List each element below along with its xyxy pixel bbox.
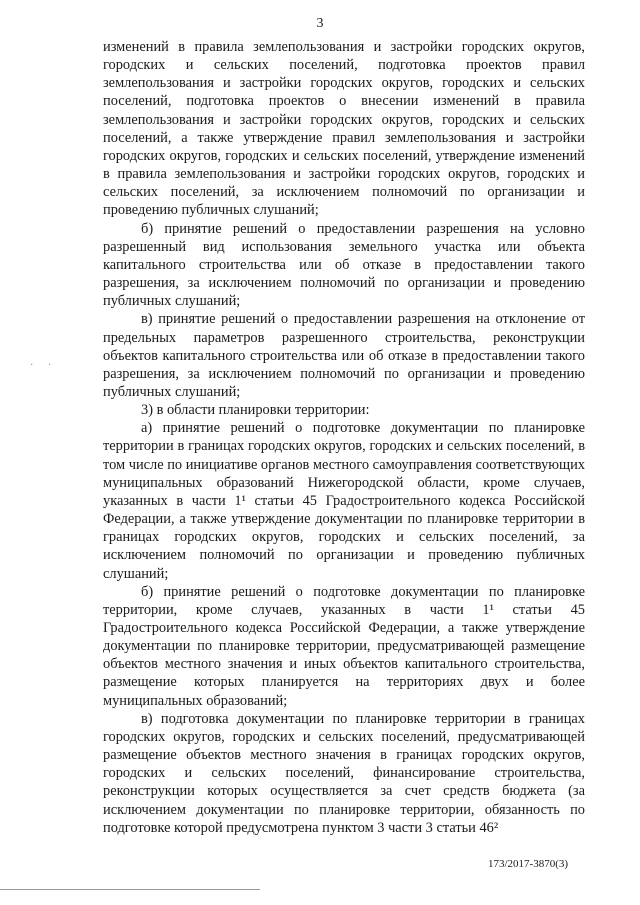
- page-number: 3: [316, 16, 324, 31]
- paragraph: в) подготовка документации по планировке территории в границах городских округов, городских и сельских поселений, предусматривающей размещение объектов местного значения в границах городских округов, городских и сельских поселений, финансирование строительства, реконструкции которых осуществляется за счет средств бюджета (за исключением документации по планировке территории, обязанность по подготовке которой предусмотрена пунктом 3 части 3 статьи 46²: [103, 710, 585, 836]
- document-code: 173/2017-3870(3): [488, 858, 569, 870]
- paragraph: б) принятие решений о предоставлении разрешения на условно разрешенный вид использования земельного участка или объекта капитального строительства или об отказе в предоставлении такого разрешения, за исключением полномочий по организации и проведению публичных слушаний;: [103, 220, 585, 310]
- scan-artifact: · ·: [30, 360, 58, 371]
- scan-edge-divider: [0, 889, 260, 904]
- paragraph: 3) в области планировки территории:: [141, 402, 370, 419]
- paragraph: а) принятие решений о подготовке документации по планировке территории в границах городских округов, городских и сельских поселений, в том числе по инициативе органов местного самоуправления соответствующих муниципальных образований Нижегородской области, кроме случаев, указанных в части 1¹ статьи 45 Градостроительного кодекса Российской Федерации, а также утверждение документации по планировке территории в границах городских округов, городских и сельских поселений, за исключением полномочий по организации и проведению публичных слушаний;: [103, 420, 585, 582]
- paragraph: б) принятие решений о подготовке документации по планировке территории, кроме случаев, указанных в части 1¹ статьи 45 Градостроительного кодекса Российской Федерации, а также утверждение документации по планировке территории, предусматривающей размещение объектов местного значения и иных объектов капитального строительства, размещение которых планируется на территориях двух и более муниципальных образований;: [103, 583, 585, 709]
- paragraph: изменений в правила землепользования и застройки городских округов, городских и сельских поселений, подготовка проектов правил землепользования и застройки городских округов, городских и сельских поселений, подготовка проектов о внесении изменений в правила землепользования и застройки городских округов, городских и сельских поселений, а также утверждение правил землепользования и застройки городских округов, городских и сельских поселений, утверждение изменений в правила землепользования и застройки городских округов, городских и сельских поселений, за исключением полномочий по организации и проведению публичных слушаний;: [103, 39, 585, 219]
- document-body: [103, 38, 585, 837]
- paragraph: в) принятие решений о предоставлении разрешения на отклонение от предельных параметров разрешенного строительства, реконструкции объектов капитального строительства или об отказе в предоставлении такого разрешения, за исключением полномочий по организации и проведению публичных слушаний;: [103, 311, 585, 400]
